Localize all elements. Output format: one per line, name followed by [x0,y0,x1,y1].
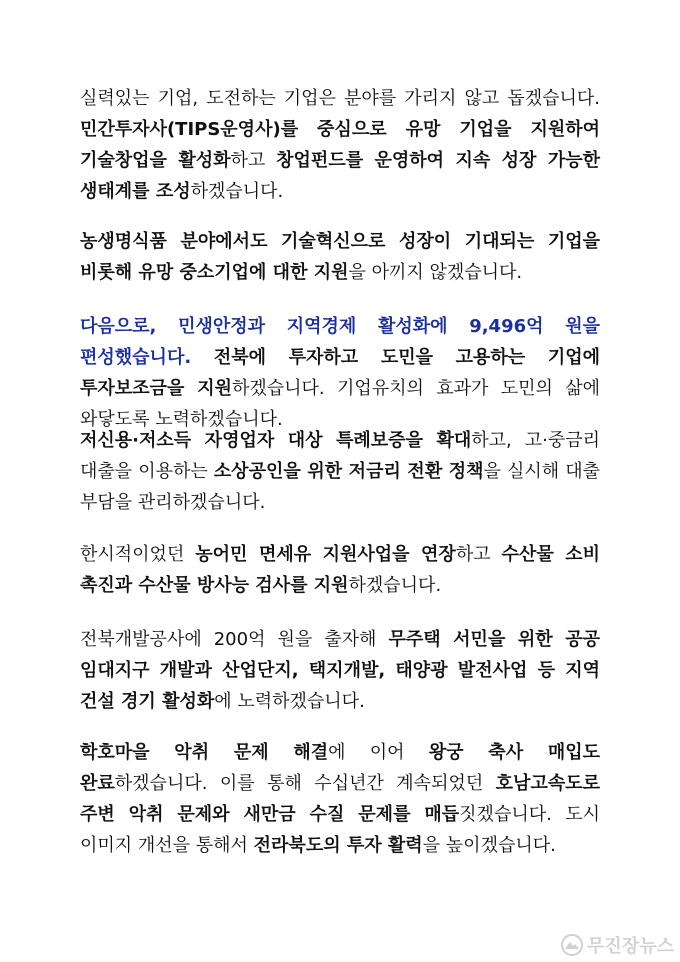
text-run-bold: 농어민 면세유 지원사업을 연장 [195,544,456,565]
text-run: 짓겠습니다. 도시 이미지 개선을 통해서 [80,804,600,856]
mountain-logo-icon [561,934,583,956]
watermark-text: 무진장뉴스 [587,936,674,957]
text-run-bold: 소상공인을 위한 저금리 전환 정책 [213,461,484,482]
text-run-bold: 호남고속도로 주변 악취 문제와 새만금 수질 문제를 매듭 [80,773,600,825]
text-run: 하고 [230,150,277,171]
text-run: 실력있는 기업, 도전하는 기업은 분야를 가리지 않고 돕겠습니다. [80,88,600,109]
text-run: 을 실시해 대출 부담을 관리하겠습니다. [80,461,600,513]
text-run-bold: 왕궁 축사 매입도 완료 [80,742,601,794]
text-run-bold: 학호마을 악취 문제 해결 [80,742,329,763]
watermark [561,932,674,958]
paragraph-startup-support [80,83,600,207]
text-run-bold: 전라북도의 투자 활력 [253,835,423,856]
paragraph-fishery-support [80,539,600,601]
text-run: 하겠습니다. [190,181,284,202]
paragraph-odor-problem [80,737,600,861]
paragraph-small-business-loans [80,425,600,518]
text-run: 하겠습니다. [348,575,442,596]
paragraph-development-corp [80,624,600,717]
text-run: 에 노력하겠습니다. [214,691,365,712]
text-run: 하겠습니다. 기업유치의 효과가 도민의 삶에 와닿도록 노력하겠습니다. [80,378,600,430]
text-run-bold: 전북에 투자하고 도민을 고용하는 기업에 투자보조금을 지원 [80,347,600,399]
text-run: 하고 [455,544,502,565]
text-run-bold: 농생명식품 분야에서도 기술혁신으로 성장이 기대되는 기업을 비롯해 유망 중소기업에 대한 지원 [80,231,600,283]
text-run: 을 높이겠습니다. [422,835,556,856]
text-run-bold: 수산물 소비 촉진과 수산물 방사능 검사를 지원 [80,544,600,596]
text-run: 에 이어 [328,742,429,763]
text-run-bold: 민간투자사(TIPS운영사)를 중심으로 유망 기업을 지원하여 기술창업을 활성화 [80,119,600,171]
text-run: 을 아끼지 않겠습니다. [348,262,523,283]
text-run-bold: 저신용·저소득 자영업자 대상 특례보증을 확대 [80,430,472,451]
text-run: 전북개발공사에 200억 원을 출자해 [80,629,389,650]
text-run-bold: 창업펀드를 운영하여 지속 성장 가능한 생태계를 조성 [80,150,600,202]
paragraph-livelihood-economy [80,311,600,435]
text-run: 하고, 고·중금리 대출을 이용하는 [80,430,600,482]
paragraph-agri-food [80,226,600,288]
text-run: 한시적이었던 [80,544,196,565]
text-run-bold: 무주택 서민을 위한 공공 임대지구 개발과 산업단지, 택지개발, 태양광 발전사업 등 지역 건설 경기 활성화 [80,629,600,712]
text-run: 하겠습니다. 이를 통해 수십년간 계속되었던 [114,773,496,794]
text-run-highlight: 다음으로, 민생안정과 지역경제 활성화에 9,496억 원을 편성했습니다. [80,316,600,368]
